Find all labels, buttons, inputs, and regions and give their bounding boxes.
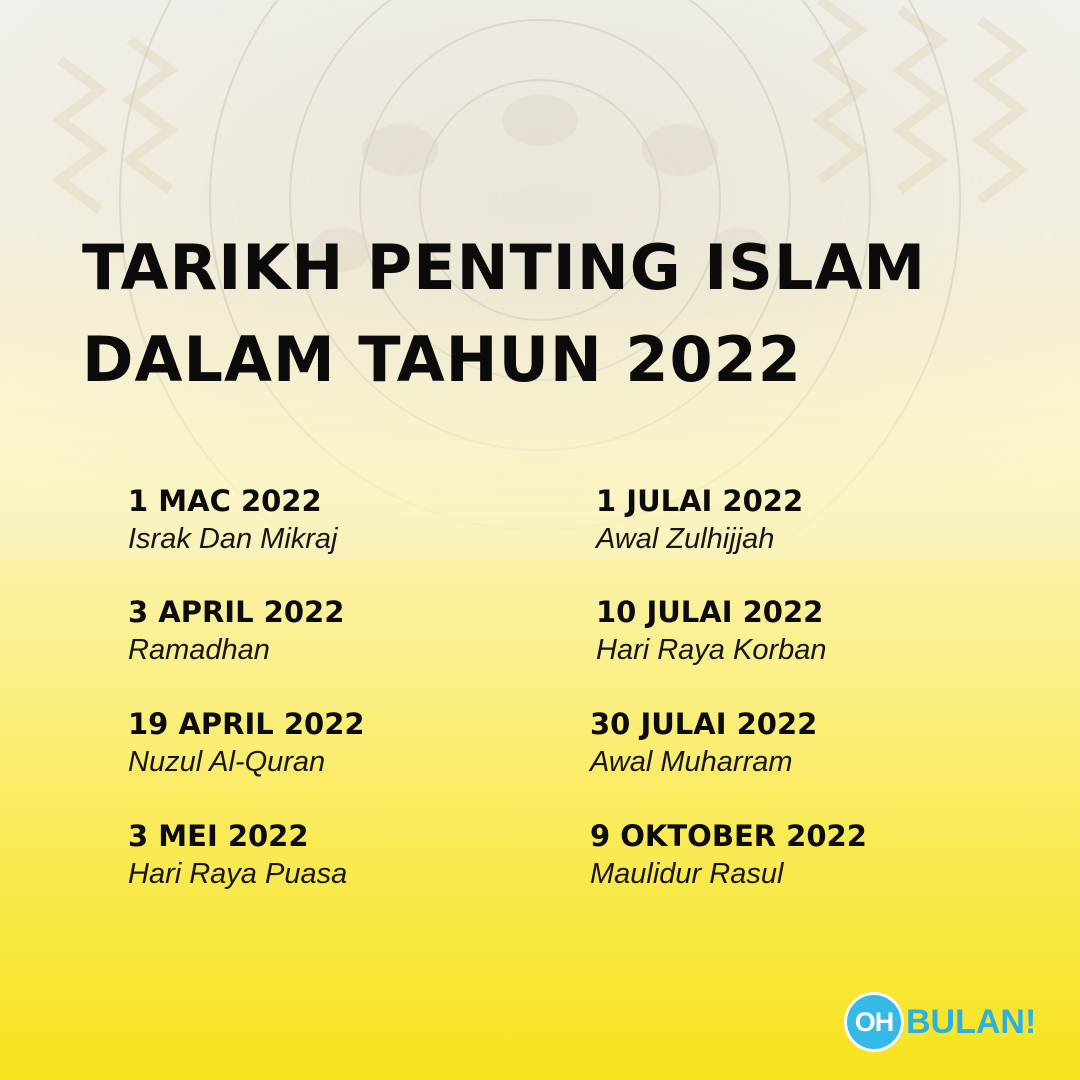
event-date: 3 APRIL 2022 — [128, 595, 345, 629]
event-date: 1 JULAI 2022 — [596, 484, 804, 518]
event-entry — [128, 818, 548, 894]
event-date: 10 JULAI 2022 — [596, 595, 824, 629]
event-name: Awal Zulhijjah — [596, 523, 775, 555]
event-date: 1 MAC 2022 — [128, 484, 322, 518]
event-name: Israk Dan Mikraj — [128, 523, 338, 555]
page-title — [82, 222, 926, 406]
event-name: Hari Raya Korban — [596, 634, 827, 666]
logo-wordmark: BULAN! — [906, 1002, 1037, 1041]
title-line-2: DALAM TAHUN 2022 — [82, 323, 802, 396]
event-entry — [596, 594, 1016, 670]
event-name: Ramadhan — [128, 634, 270, 666]
event-entry — [590, 818, 1010, 894]
event-entry — [128, 706, 548, 782]
event-name: Hari Raya Puasa — [128, 858, 348, 890]
event-name: Awal Muharram — [590, 746, 793, 778]
event-date: 30 JULAI 2022 — [590, 707, 818, 741]
event-date: 3 MEI 2022 — [128, 819, 309, 853]
event-entry — [128, 483, 548, 559]
title-line-1: TARIKH PENTING ISLAM — [82, 231, 927, 304]
event-name: Nuzul Al-Quran — [128, 746, 326, 778]
event-entry — [128, 594, 548, 670]
event-entry — [590, 706, 1010, 782]
event-entry — [596, 483, 1016, 559]
event-date: 19 APRIL 2022 — [128, 707, 365, 741]
ohbulan-logo — [844, 992, 1036, 1052]
event-name: Maulidur Rasul — [590, 858, 784, 890]
logo-oh-circle: OH — [844, 992, 904, 1052]
event-date: 9 OKTOBER 2022 — [590, 819, 867, 853]
